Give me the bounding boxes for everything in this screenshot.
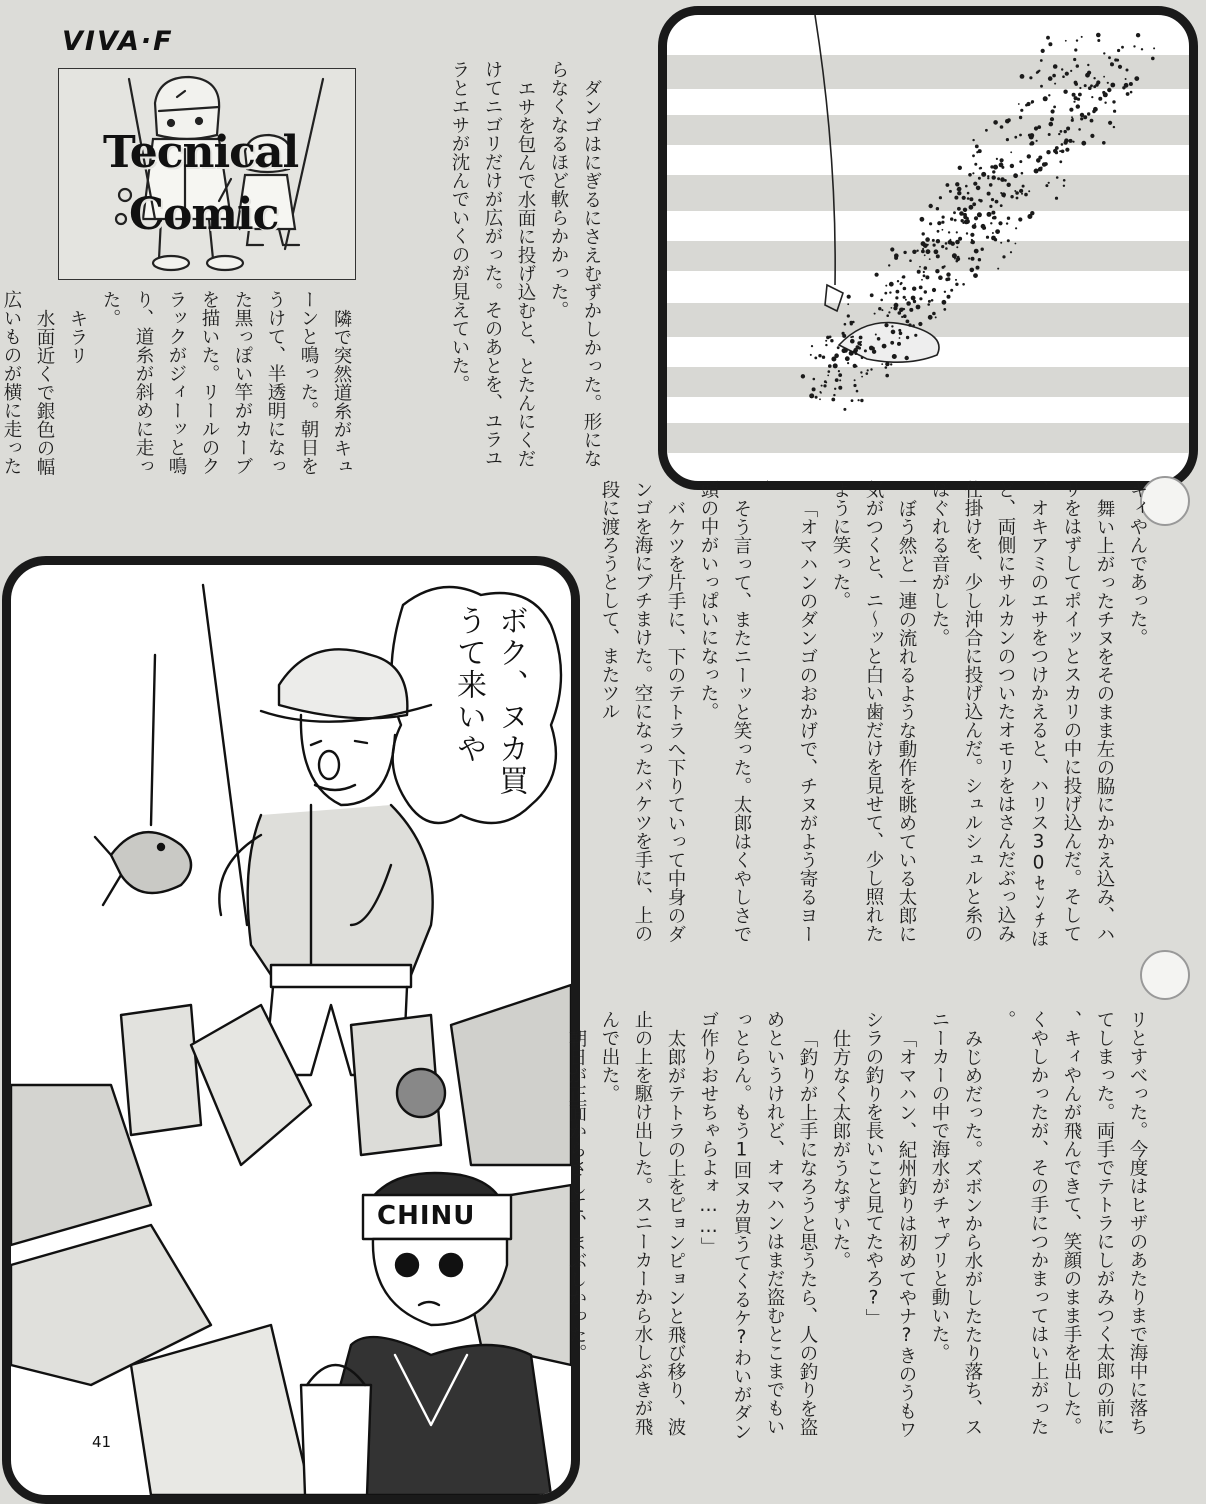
page-number: 41 <box>92 1433 112 1451</box>
paragraph: エサを包んで水面に投げ込むと、とたんにくだけてニゴリだけが広がった。そのあとを、ユラユラとエサが沈んでいくのが見えていた。 <box>449 60 536 467</box>
paragraph: 水面近くで銀色の幅広いものが横に走った <box>1 290 55 475</box>
paragraph: キィやんであった。 <box>1127 480 1148 647</box>
cap-label: CHINU <box>377 1201 476 1231</box>
paragraph: リとすべった。今度はヒザのあたりまで海中に落ちてしまった。両手でテトラにしがみつく太郎の前に、キィやんが飛んできて、笑顔のまま手を出した。くやしかったが、その手につかまってはい上がった。 <box>995 1010 1148 1436</box>
paragraph: そう言って、またニーッと笑った。太郎はくやしさで頭の中がいっぱいになった。 <box>698 480 752 943</box>
article-column-right-upper <box>599 480 1154 950</box>
article-column-below-logo <box>1 290 358 478</box>
paragraph: 太郎がテトラの上をピョンピョンと飛び移り、波止の上を駆け出した。スニーカーから水しぶきが飛んで出た。 <box>599 1010 686 1436</box>
paragraph: ダンゴはにぎるにさえむずかしかった。形にならなくなるほど軟らかかった。 <box>548 60 602 467</box>
comic-panel-pier-scene <box>2 556 580 1504</box>
article-column-right-lower <box>566 1010 1154 1450</box>
paragraph: 隣で突然道糸がキューンと鳴った。朝日をうけて、半透明になった黒っぽい竿がカーブを描いた。リールのクラックがジィーッと鳴り、道糸が斜めに走った。 <box>100 290 352 475</box>
sinking-bait-illustration <box>667 15 1189 481</box>
paragraph: 「釣りが上手になろうと思うたら、人の釣りを盗めというけれど、オマハンはまだ盗むとこまでもいっとらん。もう1回ヌカ買うてくるケ?わいがダンゴ作りおせちゃらよォ……」 <box>698 1010 818 1441</box>
magazine-brand: VIVA·F <box>62 26 174 57</box>
paragraph: 「オマハンのダンゴのおかげで、チヌがよう寄るヨー」 <box>764 480 818 943</box>
paragraph: ぼう然と一連の流れるような動作を眺めている太郎に気がつくと、ニ～ッと白い歯だけを見せて、少し照れたように笑った。 <box>830 480 917 943</box>
paragraph: キラリ <box>67 308 88 364</box>
paragraph: バケツを片手に、下のテトラへ下りていって中身のダンゴを海にブチまけた。空になったバケツを手に、上の段に渡ろうとして、またツル <box>599 480 686 943</box>
paragraph: 「オマハン、紀州釣りは初めてやナ?きのうもワシラの釣りを長いこと見てたやろ?」 <box>863 1010 917 1438</box>
speech-bubble-text: ボク、ヌカ買うて来いや <box>451 605 528 797</box>
article-column-beside-logo <box>360 60 608 478</box>
paragraph: 仕方なく太郎がうなずいた。 <box>830 1028 851 1269</box>
binder-hole-lower <box>1140 950 1190 1000</box>
comic-panel-sinking-bait <box>658 6 1198 490</box>
logo-title-line1: Tecnical <box>103 127 299 178</box>
paragraph: みじめだった。ズボンから水がしたたり落ち、スニーカーの中で海水がチャプリと動いた。 <box>929 1010 983 1436</box>
paragraph: 朝日が正面からさして、まぶしかった。 <box>566 1028 587 1362</box>
logo-title-line2: Comic <box>129 189 279 240</box>
paragraph: 舞い上がったチヌをそのまま左の脇にかかえ込み、ハリをはずしてポイッとスカリの中に投げ込んだ。そして、オキアミのエサをつけかえると、ハリス30ｾﾝﾁほど、両側にサルカンのついたオモリをはさんだぶっ込み仕掛けを、少し沖合に投げ込んだ。シュルシュルと糸のほぐれる音がした。 <box>929 480 1115 948</box>
